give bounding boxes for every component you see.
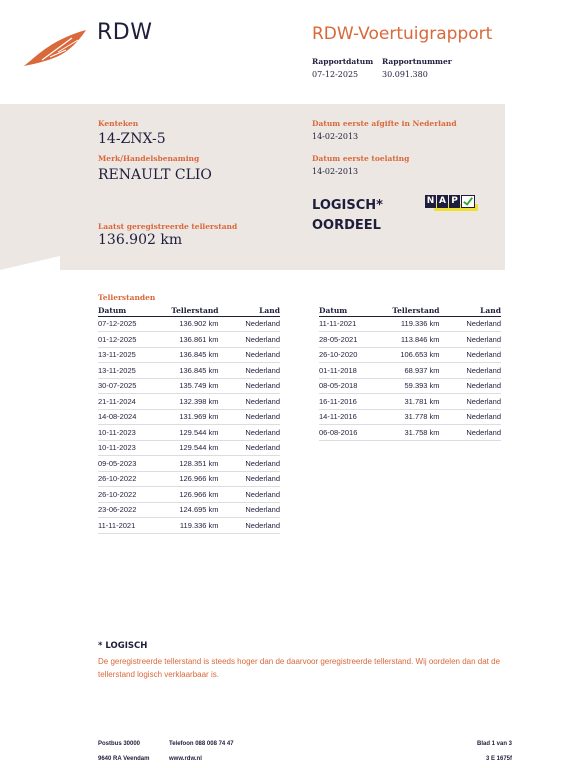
cell-datum: 26-10-2020 <box>319 347 376 363</box>
table-row <box>319 347 501 363</box>
table-row <box>98 378 280 394</box>
cell-tellerstand: 135.749 km <box>155 378 218 394</box>
cell-datum: 01-12-2025 <box>98 332 155 348</box>
cell-tellerstand: 129.544 km <box>155 440 218 456</box>
table-row <box>319 332 501 348</box>
cell-land: Nederland <box>440 363 501 379</box>
nap-letter-p: P <box>449 195 460 208</box>
kenteken-label: Kenteken <box>98 119 139 128</box>
table-row <box>319 378 501 394</box>
cell-datum: 21-11-2024 <box>98 394 155 410</box>
table-header-row <box>98 305 280 316</box>
table-row <box>98 409 280 425</box>
header-land: Land <box>440 305 501 316</box>
tellerstand-label: Laatst geregistreerde tellerstand <box>98 222 238 231</box>
table-row <box>98 347 280 363</box>
cell-land: Nederland <box>440 394 501 410</box>
rdw-logo-icon <box>22 28 88 68</box>
cell-datum: 30-07-2025 <box>98 378 155 394</box>
cell-land: Nederland <box>440 378 501 394</box>
cell-datum: 14-11-2016 <box>319 409 376 425</box>
tellerstanden-title: Tellerstanden <box>98 293 156 302</box>
cell-datum: 07-12-2025 <box>98 316 155 332</box>
cell-land: Nederland <box>219 518 280 534</box>
cell-land: Nederland <box>440 347 501 363</box>
cell-tellerstand: 31.781 km <box>376 394 439 410</box>
table-row <box>98 363 280 379</box>
cell-land: Nederland <box>440 409 501 425</box>
cell-land: Nederland <box>219 487 280 503</box>
cell-datum: 06-08-2016 <box>319 425 376 441</box>
table-row <box>319 394 501 410</box>
cell-land: Nederland <box>219 316 280 332</box>
afgifte-label: Datum eerste afgifte in Nederland <box>312 119 457 128</box>
cell-land: Nederland <box>219 471 280 487</box>
table-header-row <box>319 305 501 316</box>
toelating-value: 14-02-2013 <box>312 167 359 176</box>
oordeel-block <box>312 196 383 236</box>
table-row <box>98 394 280 410</box>
legend-title: * LOGISCH <box>98 641 148 651</box>
header-datum: Datum <box>319 305 376 316</box>
cell-datum: 13-11-2025 <box>98 363 155 379</box>
cell-datum: 10-11-2023 <box>98 440 155 456</box>
cell-tellerstand: 59.393 km <box>376 378 439 394</box>
table-row <box>319 316 501 332</box>
report-number-value: 30.091.380 <box>382 70 428 79</box>
header-tellerstand: Tellerstand <box>155 305 218 316</box>
cell-datum: 08-05-2018 <box>319 378 376 394</box>
cell-datum: 09-05-2023 <box>98 456 155 472</box>
cell-tellerstand: 31.778 km <box>376 409 439 425</box>
cell-land: Nederland <box>219 347 280 363</box>
table-row <box>319 363 501 379</box>
cell-datum: 23-06-2022 <box>98 502 155 518</box>
header-land: Land <box>219 305 280 316</box>
vehicle-info-band <box>0 104 505 270</box>
nap-letter-n: N <box>426 196 435 206</box>
cell-land: Nederland <box>219 332 280 348</box>
footer-web: www.rdw.nl <box>169 756 202 762</box>
cell-tellerstand: 128.351 km <box>155 456 218 472</box>
cell-tellerstand: 132.398 km <box>155 394 218 410</box>
cell-datum: 13-11-2025 <box>98 347 155 363</box>
cell-datum: 10-11-2023 <box>98 425 155 441</box>
merk-label: Merk/Handelsbenaming <box>98 154 200 163</box>
footer-page: Blad 1 van 3 <box>476 741 512 747</box>
table-row <box>98 425 280 441</box>
report-title: RDW-Voertuigrapport <box>312 24 493 44</box>
nap-letter-a: A <box>437 195 448 208</box>
cell-land: Nederland <box>219 425 280 441</box>
cell-datum: 11-11-2021 <box>98 518 155 534</box>
tellerstanden-table-left <box>98 305 280 534</box>
kenteken-value: 14-ZNX-5 <box>98 131 166 147</box>
brand-name: RDW <box>97 20 153 45</box>
afgifte-value: 14-02-2013 <box>312 132 359 141</box>
cell-land: Nederland <box>440 332 501 348</box>
cell-land: Nederland <box>440 316 501 332</box>
header-tellerstand: Tellerstand <box>376 305 439 316</box>
footer-postbus: Postbus 30000 <box>98 741 141 747</box>
cell-datum: 26-10-2022 <box>98 471 155 487</box>
cell-land: Nederland <box>219 394 280 410</box>
cell-tellerstand: 124.695 km <box>155 502 218 518</box>
table-row <box>98 471 280 487</box>
table-row <box>98 316 280 332</box>
cell-tellerstand: 126.966 km <box>155 487 218 503</box>
cell-tellerstand: 136.902 km <box>155 316 218 332</box>
footer-code: 3 E 1675f <box>485 756 512 762</box>
merk-value: RENAULT CLIO <box>98 167 212 183</box>
cell-land: Nederland <box>219 363 280 379</box>
report-number-label: Rapportnummer <box>382 57 452 66</box>
cell-tellerstand: 136.845 km <box>155 347 218 363</box>
cell-land: Nederland <box>219 502 280 518</box>
cell-tellerstand: 136.861 km <box>155 332 218 348</box>
cell-tellerstand: 136.845 km <box>155 363 218 379</box>
table-row <box>98 456 280 472</box>
cell-tellerstand: 119.336 km <box>376 316 439 332</box>
report-date-block <box>312 57 373 79</box>
checkmark-icon <box>461 195 475 208</box>
table-row <box>98 487 280 503</box>
table-row <box>319 425 501 441</box>
report-date-value: 07-12-2025 <box>312 70 359 79</box>
cell-tellerstand: 119.336 km <box>155 518 218 534</box>
cell-datum: 16-11-2016 <box>319 394 376 410</box>
tellerstanden-table-right <box>319 305 501 441</box>
cell-tellerstand: 131.969 km <box>155 409 218 425</box>
cell-tellerstand: 129.544 km <box>155 425 218 441</box>
report-number-block <box>382 57 452 79</box>
oordeel-line2: OORDEEL <box>312 218 381 233</box>
nap-logo-icon <box>425 195 479 215</box>
table-row <box>98 502 280 518</box>
toelating-label: Datum eerste toelating <box>312 154 410 163</box>
footer-address: 9640 RA Veendam <box>98 756 150 762</box>
cell-tellerstand: 113.846 km <box>376 332 439 348</box>
table-row <box>98 518 280 534</box>
legend-text: De geregistreerde tellerstand is steeds hoger dan de daarvoor geregistreerde tellerstand. Wij oordelen dan dat de tellerstand logisch verklaarbaar is. <box>98 657 501 679</box>
header-datum: Datum <box>98 305 155 316</box>
cell-tellerstand: 106.653 km <box>376 347 439 363</box>
cell-tellerstand: 68.937 km <box>376 363 439 379</box>
cell-land: Nederland <box>219 440 280 456</box>
table-row <box>98 440 280 456</box>
cell-datum: 28-05-2021 <box>319 332 376 348</box>
cell-land: Nederland <box>440 425 501 441</box>
table-row <box>98 332 280 348</box>
cell-land: Nederland <box>219 456 280 472</box>
footer-phone: Telefoon 088 008 74 47 <box>169 741 234 747</box>
cell-tellerstand: 31.758 km <box>376 425 439 441</box>
oordeel-line1: LOGISCH* <box>312 198 383 213</box>
cell-datum: 26-10-2022 <box>98 487 155 503</box>
cell-datum: 11-11-2021 <box>319 316 376 332</box>
report-date-label: Rapportdatum <box>312 57 374 66</box>
cell-land: Nederland <box>219 378 280 394</box>
tellerstand-value: 136.902 km <box>98 232 183 248</box>
cell-datum: 01-11-2018 <box>319 363 376 379</box>
table-row <box>319 409 501 425</box>
cell-datum: 14-08-2024 <box>98 409 155 425</box>
cell-land: Nederland <box>219 409 280 425</box>
cell-tellerstand: 126.966 km <box>155 471 218 487</box>
